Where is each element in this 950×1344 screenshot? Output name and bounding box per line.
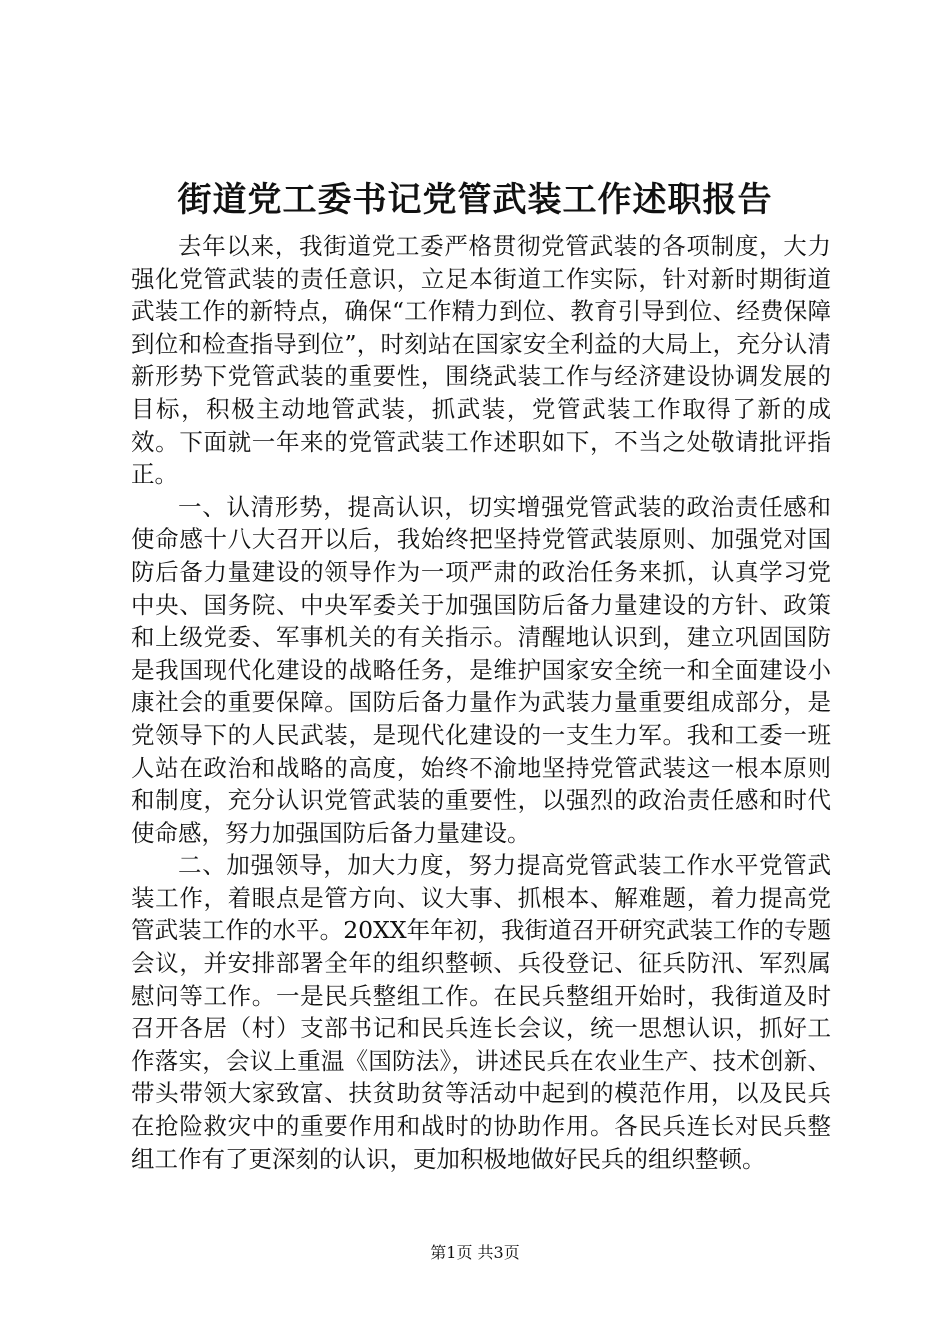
document-title: 街道党工委书记党管武装工作述职报告 [177,180,773,220]
page-number-footer: 第1页 共3页 [430,1243,520,1262]
paragraph-intro: 去年以来，我街道党工委严格贯彻党管武装的各项制度，大力强化党管武装的责任意识，立足本街道工作实际，针对新时期街道武装工作的新特点，确保“工作精力到位、教育引导到位、经费保障到位和检查指导到位”，时刻站在国家安全利益的大局上，充分认清新形势下党管武装的重要性，围绕武装工作与经济建设协调发展的目标，积极主动地管武装，抓武装，党管武装工作取得了新的成效。下面就一年来的党管武装工作述职如下，不当之处敬请批评指正。 [131,232,831,489]
paragraph-section-two: 二、加强领导，加大力度，努力提高党管武装工作水平党管武装工作，着眼点是管方向、议大事、抓根本、解难题，着力提高党管武装工作的水平。20XX年年初，我街道召开研究武装工作的专题会议，并安排部署全年的组织整顿、兵役登记、征兵防汛、军烈属慰问等工作。一是民兵整组工作。在民兵整组开始时，我街道及时召开各居（村）支部书记和民兵连长会议，统一思想认识，抓好工作落实，会议上重温《国防法》，讲述民兵在农业生产、技术创新、带头带领大家致富、扶贫助贫等活动中起到的模范作用，以及民兵在抢险救灾中的重要作用和战时的协助作用。各民兵连长对民兵整组工作有了更深刻的认识，更加积极地做好民兵的组织整顿。 [131,851,831,1173]
paragraph-section-one: 一、认清形势，提高认识，切实增强党管武装的政治责任感和使命感十八大召开以后，我始终把坚持党管武装原则、加强党对国防后备力量建设的领导作为一项严肃的政治任务来抓，认真学习党中央、国务院、中央军委关于加强国防后备力量建设的方针、政策和上级党委、军事机关的有关指示。清醒地认识到，建立巩固国防是我国现代化建设的战略任务，是维护国家安全统一和全面建设小康社会的重要保障。国防后备力量作为武装力量重要组成部分，是党领导下的人民武装，是现代化建设的一支生力军。我和工委一班人站在政治和战略的高度，始终不渝地坚持党管武装这一根本原则和制度，充分认识党管武装的重要性，以强烈的政治责任感和时代使命感，努力加强国防后备力量建设。 [131,492,831,847]
document-body [131,230,831,1175]
